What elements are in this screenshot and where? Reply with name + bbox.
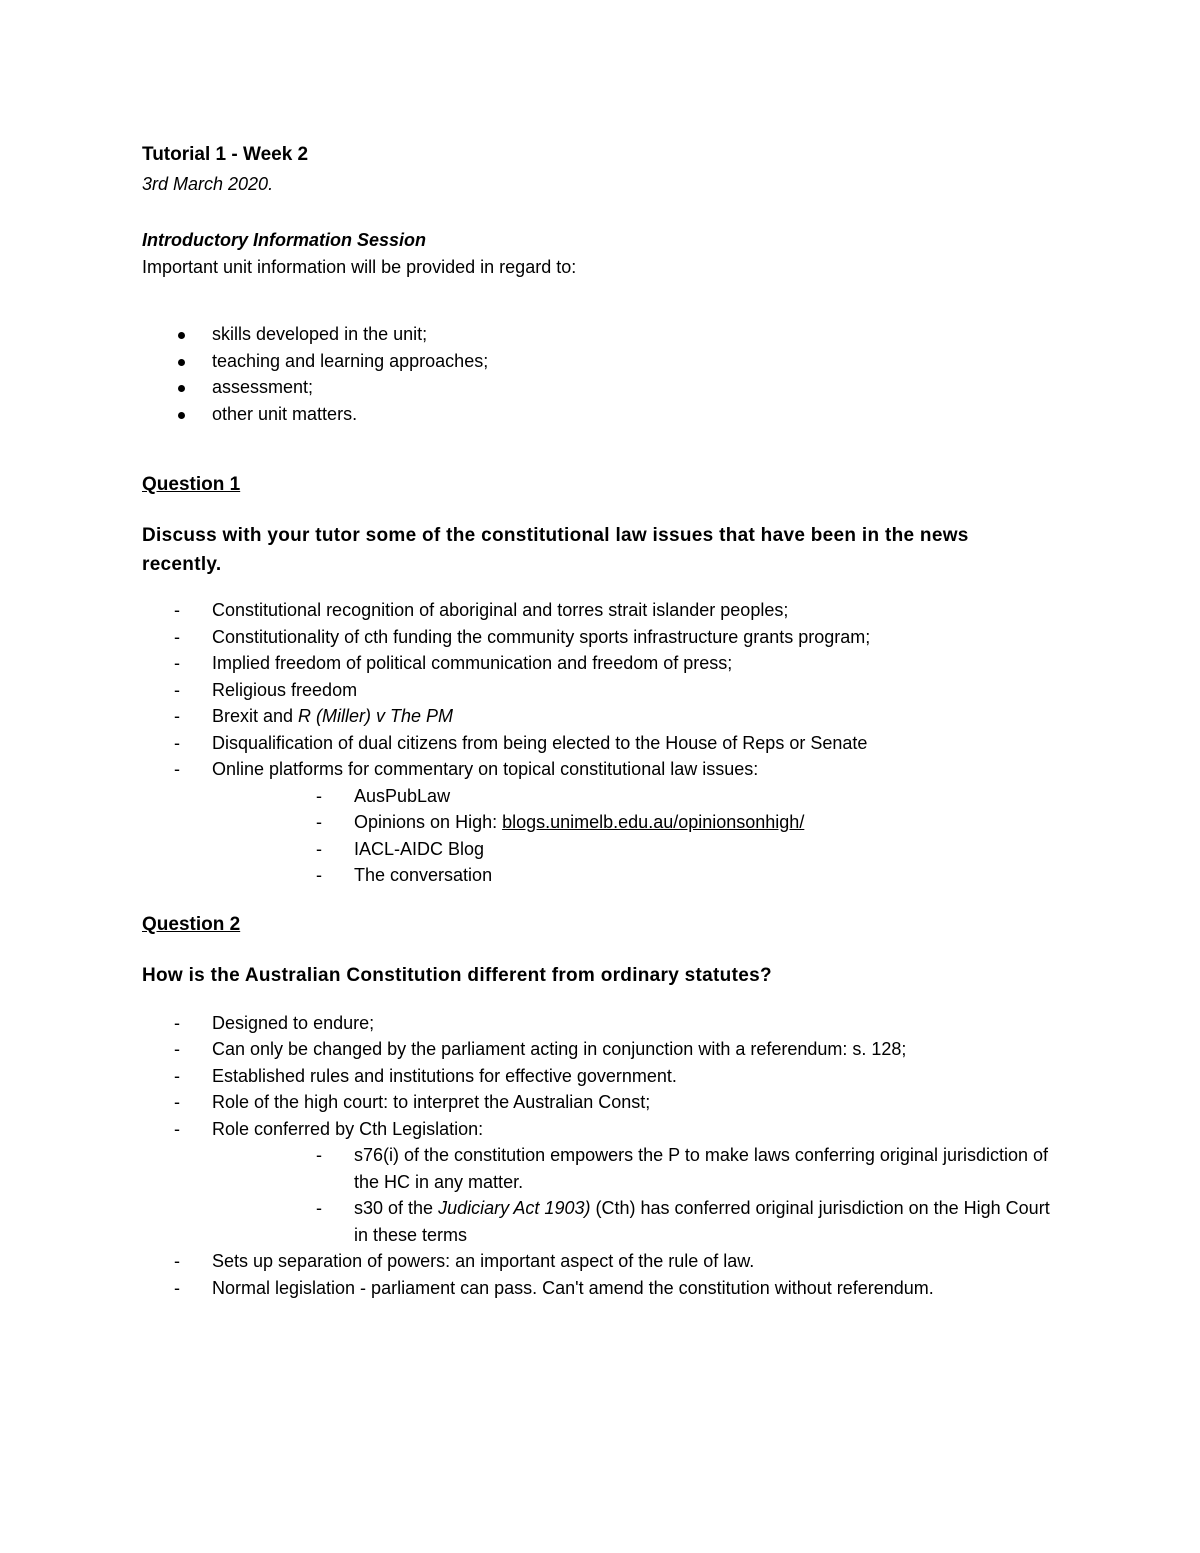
question-1-list xyxy=(142,597,1062,889)
list-item: - IACL-AIDC Blog xyxy=(316,838,485,859)
list-item: - Implied freedom of political communication and freedom of press; xyxy=(174,653,733,673)
list-item: - Religious freedom xyxy=(174,679,358,700)
question-1-prompt-cont: recently. xyxy=(142,554,222,575)
bullet-icon xyxy=(178,359,185,366)
intro-heading: Introductory Information Session xyxy=(142,230,427,250)
list-item: - Designed to endure; xyxy=(174,1012,375,1033)
document-title: Tutorial 1 - Week 2 xyxy=(142,144,309,165)
question-2-list xyxy=(142,1010,1062,1302)
list-item: - s76(i) of the constitution empowers the P to make laws conferring original jurisdiction of the HC in any matter. xyxy=(316,1145,1049,1192)
document-date: 3rd March 2020. xyxy=(142,174,274,194)
intro-list xyxy=(142,321,1062,427)
question-2-prompt: How is the Australian Constitution different from ordinary statutes? xyxy=(142,964,772,986)
question-2-heading: Question 2 xyxy=(142,913,241,935)
list-item: assessment; xyxy=(142,374,1062,401)
list-item: - Opinions on High: blogs.unimelb.edu.au/opinionsonhigh/ xyxy=(316,812,805,832)
list-item: - Role conferred by Cth Legislation: - s76(i) of the constitution empowers the P to make laws conferring original jurisdiction of the HC in any matter. - s30 of the Judiciary Act 1903) (Cth) has conferred original jurisdiction on the High Court in these terms xyxy=(142,1116,1062,1249)
list-item: - Normal legislation - parliament can pass. Can't amend the constitution without referendum. xyxy=(174,1277,934,1298)
list-item: - Established rules and institutions for effective government. xyxy=(174,1065,677,1086)
list-item: other unit matters. xyxy=(142,401,1062,428)
list-item: - Online platforms for commentary on topical constitutional law issues: - AusPubLaw - Opinions on High: blogs.unimelb.edu.au/opinionsonhigh/ - IACL-AIDC Blog - The conversation xyxy=(142,756,1062,889)
list-item: teaching and learning approaches; xyxy=(142,348,1062,375)
act-citation: Judiciary Act 1903) xyxy=(438,1198,591,1218)
opinions-on-high-link[interactable]: blogs.unimelb.edu.au/opinionsonhigh/ xyxy=(502,812,805,832)
list-item: - Role of the high court: to interpret the Australian Const; xyxy=(174,1092,651,1112)
list-item: skills developed in the unit; xyxy=(142,321,1062,348)
bullet-icon xyxy=(178,332,185,339)
bullet-icon xyxy=(178,412,185,419)
legislation-list xyxy=(212,1142,1062,1248)
list-item: - Constitutionality of cth funding the community sports infrastructure grants program; xyxy=(174,626,871,647)
bullet-icon xyxy=(178,385,185,392)
case-citation: R (Miller) v The PM xyxy=(298,706,454,726)
intro-lead: Important unit information will be provided in regard to: xyxy=(142,257,577,277)
list-item: - Can only be changed by the parliament acting in conjunction with a referendum: s. 128; xyxy=(174,1039,907,1059)
list-item: - Disqualification of dual citizens from being elected to the House of Reps or Senate xyxy=(174,732,868,753)
list-item: - Brexit and R (Miller) v The PM xyxy=(174,706,454,726)
question-1-heading: Question 1 xyxy=(142,474,241,495)
list-item: - Constitutional recognition of aboriginal and torres strait islander peoples; xyxy=(174,600,789,620)
platform-list xyxy=(212,783,1062,889)
list-item: - Sets up separation of powers: an important aspect of the rule of law. xyxy=(174,1251,755,1271)
question-1-prompt: Discuss with your tutor some of the constitutional law issues that have been in the news xyxy=(142,525,969,546)
list-item: - s30 of the Judiciary Act 1903) (Cth) has conferred original jurisdiction on the High Court in these terms xyxy=(316,1198,1050,1245)
list-item: - AusPubLaw xyxy=(316,785,451,806)
document-page xyxy=(142,140,1062,1301)
list-item: - The conversation xyxy=(316,865,493,885)
